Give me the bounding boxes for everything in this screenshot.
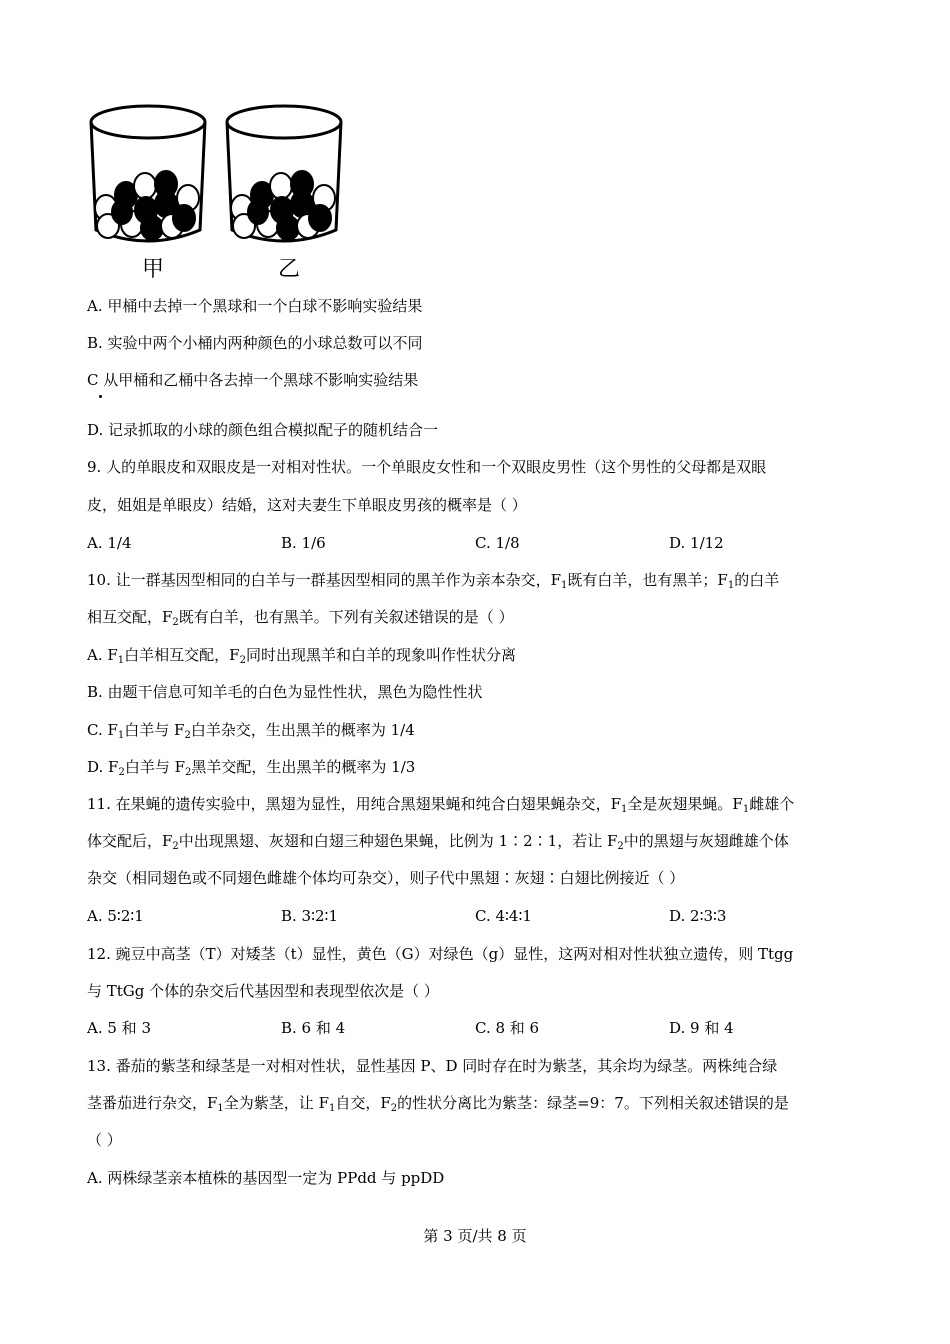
q12-stem-line1: 12. 豌豆中高茎（T）对矮茎（t）显性，黄色（G）对绿色（g）显性，这两对相对性状独立遗传，则 Ttgg	[87, 945, 794, 963]
subscript: 2	[185, 767, 192, 778]
q9-stem-line2: 皮，姐姐是单眼皮）结婚，这对夫妻生下单眼皮男孩的概率是（ ）	[87, 496, 527, 514]
q13-stem-line2	[87, 1093, 789, 1113]
q10-option-a	[87, 645, 516, 665]
q13-option-a: A. 两株绿茎亲本植株的基因型一定为 PPdd 与 ppDD	[87, 1169, 445, 1187]
q10-c-part: 白羊与 F	[124, 721, 185, 739]
q12-option-c: C. 8 和 6	[475, 1019, 540, 1037]
q11-option-b: B. 3∶2∶1	[281, 907, 338, 925]
subscript: 1	[328, 1103, 336, 1114]
q11-option-c: C. 4∶4∶1	[475, 907, 532, 925]
subscript: 1	[742, 804, 750, 815]
emphasis-dot	[99, 395, 102, 398]
q10-d-part: 黑羊交配，生出黑羊的概率为 1/3	[191, 758, 416, 776]
subscript: 2	[118, 767, 125, 778]
subscript: 2	[617, 841, 624, 852]
q11-line2-part: 中的黑翅与灰翅雌雄个体	[623, 832, 789, 850]
subscript: 1	[117, 655, 125, 666]
q11-line2-part: 中出现黑翅、灰翅和白翅三种翅色果蝇，比例为 1∶2∶1，若让 F	[178, 832, 618, 850]
q8-option-c: C 从甲桶和乙桶中各去掉一个黑球不影响实验结果	[87, 371, 419, 389]
q10-line1-part-a: 10. 让一群基因型相同的白羊与一群基因型相同的黑羊作为亲本杂交，F	[87, 571, 562, 589]
q12-option-d: D. 9 和 4	[669, 1019, 734, 1037]
subscript: 1	[621, 804, 628, 815]
subscript: 2	[239, 655, 246, 666]
bucket-label-yi: 乙	[278, 257, 301, 282]
q11-line1-part: 全是灰翅果蝇。F	[627, 795, 743, 813]
q10-option-c	[87, 720, 415, 740]
q11-line1-part: 雌雄个	[749, 795, 795, 813]
q8-option-b: B. 实验中两个小桶内两种颜色的小球总数可以不同	[87, 334, 423, 352]
bucket-jia-balls	[95, 171, 199, 240]
q10-option-d	[87, 757, 415, 777]
q10-d-part: 白羊与 F	[124, 758, 185, 776]
q9-option-d: D. 1/12	[669, 534, 724, 552]
q10-a-part: 同时出现黑羊和白羊的现象叫作性状分离	[245, 646, 516, 664]
q11-stem-line1	[87, 794, 794, 814]
q12-option-b: B. 6 和 4	[281, 1019, 346, 1037]
q10-line2-part-a: 相互交配，F	[87, 608, 173, 626]
q13-line2-part: 自交，F	[335, 1094, 391, 1112]
q11-option-a: A. 5∶2∶1	[87, 907, 144, 925]
q9-option-b: B. 1/6	[281, 534, 326, 552]
q10-d-part: D. F	[87, 758, 119, 776]
subscript: 1	[117, 730, 125, 741]
subscript: 1	[727, 580, 735, 591]
q8-option-a: A. 甲桶中去掉一个黑球和一个白球不影响实验结果	[87, 297, 423, 315]
bucket-figure	[88, 100, 358, 285]
q10-option-b: B. 由题干信息可知羊毛的白色为显性性状，黑色为隐性性状	[87, 683, 483, 701]
buckets-illustration	[88, 100, 358, 250]
q11-option-d: D. 2∶3∶3	[669, 907, 727, 925]
page-footer: 第 3 页/共 8 页	[423, 1227, 527, 1245]
q11-stem-line3: 杂交（相同翅色或不同翅色雌雄个体均可杂交），则子代中黑翅∶灰翅∶白翅比例接近（ ）	[87, 869, 685, 887]
q10-stem-line1	[87, 570, 779, 590]
q10-stem-line2	[87, 607, 514, 627]
q9-option-a: A. 1/4	[87, 534, 132, 552]
q13-stem-line1: 13. 番茄的紫茎和绿茎是一对相对性状，显性基因 P、D 同时存在时为紫茎，其余均为绿茎。两株纯合绿	[87, 1057, 778, 1075]
subscript: 1	[217, 1103, 224, 1114]
q9-stem-line1: 9. 人的单眼皮和双眼皮是一对相对性状。一个单眼皮女性和一个双眼皮男性（这个男性的父母都是双眼	[87, 458, 767, 476]
q13-line2-part: 全为紫茎，让 F	[223, 1094, 329, 1112]
subscript: 2	[390, 1103, 398, 1114]
q10-a-part: 白羊相互交配，F	[124, 646, 240, 664]
bucket-yi-balls	[231, 171, 335, 240]
q11-line1-part: 11. 在果蝇的遗传实验中，黑翅为显性，用纯合黑翅果蝇和纯合白翅果蝇杂交，F	[87, 795, 622, 813]
q9-option-c: C. 1/8	[475, 534, 520, 552]
bucket-label-jia: 甲	[142, 257, 165, 282]
subscript: 2	[184, 730, 191, 741]
q12-stem-line2: 与 TtGg 个体的杂交后代基因型和表现型依次是（ ）	[87, 982, 439, 1000]
q11-stem-line2	[87, 831, 789, 851]
q13-line2-part: 的性状分离比为紫茎：绿茎=9：7。下列相关叙述错误的是	[397, 1094, 789, 1112]
q10-c-part: C. F	[87, 721, 118, 739]
q10-line2-part-b: 既有白羊，也有黑羊。下列有关叙述错误的是（ ）	[178, 608, 514, 626]
q10-line1-part-b: 既有白羊，也有黑羊；F	[567, 571, 728, 589]
q13-line2-part: 茎番茄进行杂交，F	[87, 1094, 218, 1112]
q10-line1-part-c: 的白羊	[734, 571, 780, 589]
subscript: 1	[561, 580, 568, 591]
q13-stem-line3: （ ）	[87, 1131, 122, 1149]
q12-option-a: A. 5 和 3	[87, 1019, 151, 1037]
q8-option-d: D. 记录抓取的小球的颜色组合模拟配子的随机结合一	[87, 421, 439, 439]
q11-line2-part: 体交配后，F	[87, 832, 173, 850]
subscript: 2	[172, 617, 179, 628]
q10-c-part: 白羊杂交，生出黑羊的概率为 1/4	[190, 721, 415, 739]
q10-a-part: A. F	[87, 646, 118, 664]
subscript: 2	[172, 841, 179, 852]
